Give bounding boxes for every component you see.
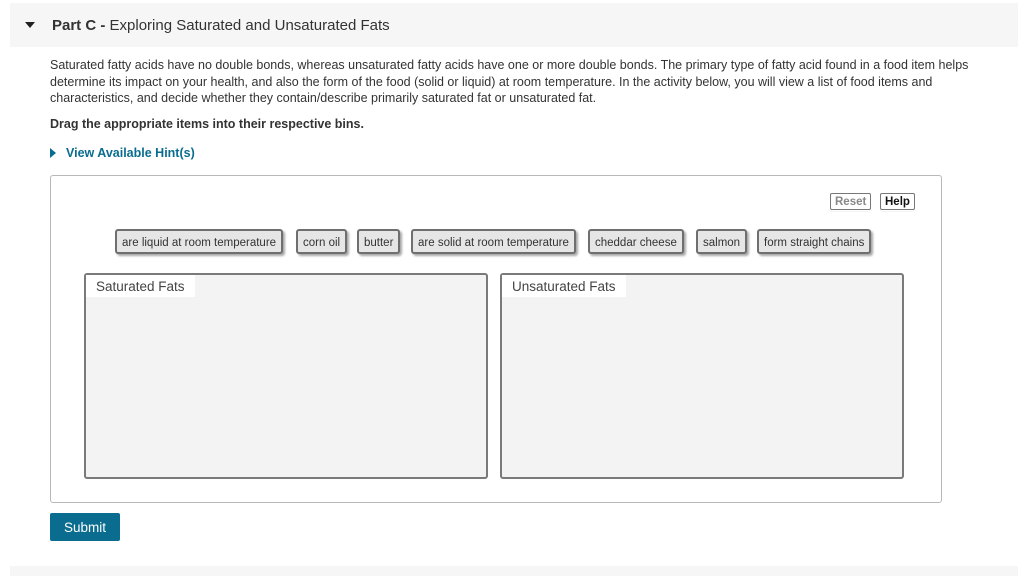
drag-item[interactable]: butter: [357, 229, 400, 254]
reset-button[interactable]: Reset: [830, 193, 871, 210]
part-header: [10, 3, 1018, 47]
instruction-text: Drag the appropriate items into their respective bins.: [50, 117, 364, 131]
drag-item[interactable]: corn oil: [296, 229, 347, 254]
bin-label-saturated: Saturated Fats: [86, 275, 195, 297]
part-title: [52, 17, 390, 34]
help-button[interactable]: Help: [880, 193, 915, 210]
saturated-fats-bin[interactable]: [84, 273, 488, 479]
part-label: Part C -: [52, 17, 106, 34]
drag-item[interactable]: salmon: [696, 229, 747, 254]
drag-item[interactable]: cheddar cheese: [588, 229, 684, 254]
submit-button[interactable]: Submit: [50, 513, 120, 541]
intro-text: Saturated fatty acids have no double bonds, whereas unsaturated fatty acids have one or more double bonds. The primary type of fatty acid found in a food item helps determine its impact on your health, and also the form of the food (solid or liquid) at room temperature. In the activity below, you will view a list of food items and characteristics, and decide whether they contain/describe primarily saturated fat or unsaturated fat.: [50, 58, 969, 105]
collapse-caret-icon[interactable]: [25, 22, 35, 28]
view-hints-link[interactable]: [50, 146, 195, 160]
unsaturated-fats-bin[interactable]: [500, 273, 904, 479]
caret-right-icon: [50, 148, 56, 158]
next-part-header: [10, 566, 1018, 576]
drag-item[interactable]: form straight chains: [757, 229, 871, 254]
part-title-text: Exploring Saturated and Unsaturated Fats: [109, 17, 390, 34]
drag-item[interactable]: are solid at room temperature: [411, 229, 576, 254]
bin-label-unsaturated: Unsaturated Fats: [502, 275, 626, 297]
drag-item[interactable]: are liquid at room temperature: [115, 229, 283, 254]
view-hints-label: View Available Hint(s): [66, 146, 195, 160]
